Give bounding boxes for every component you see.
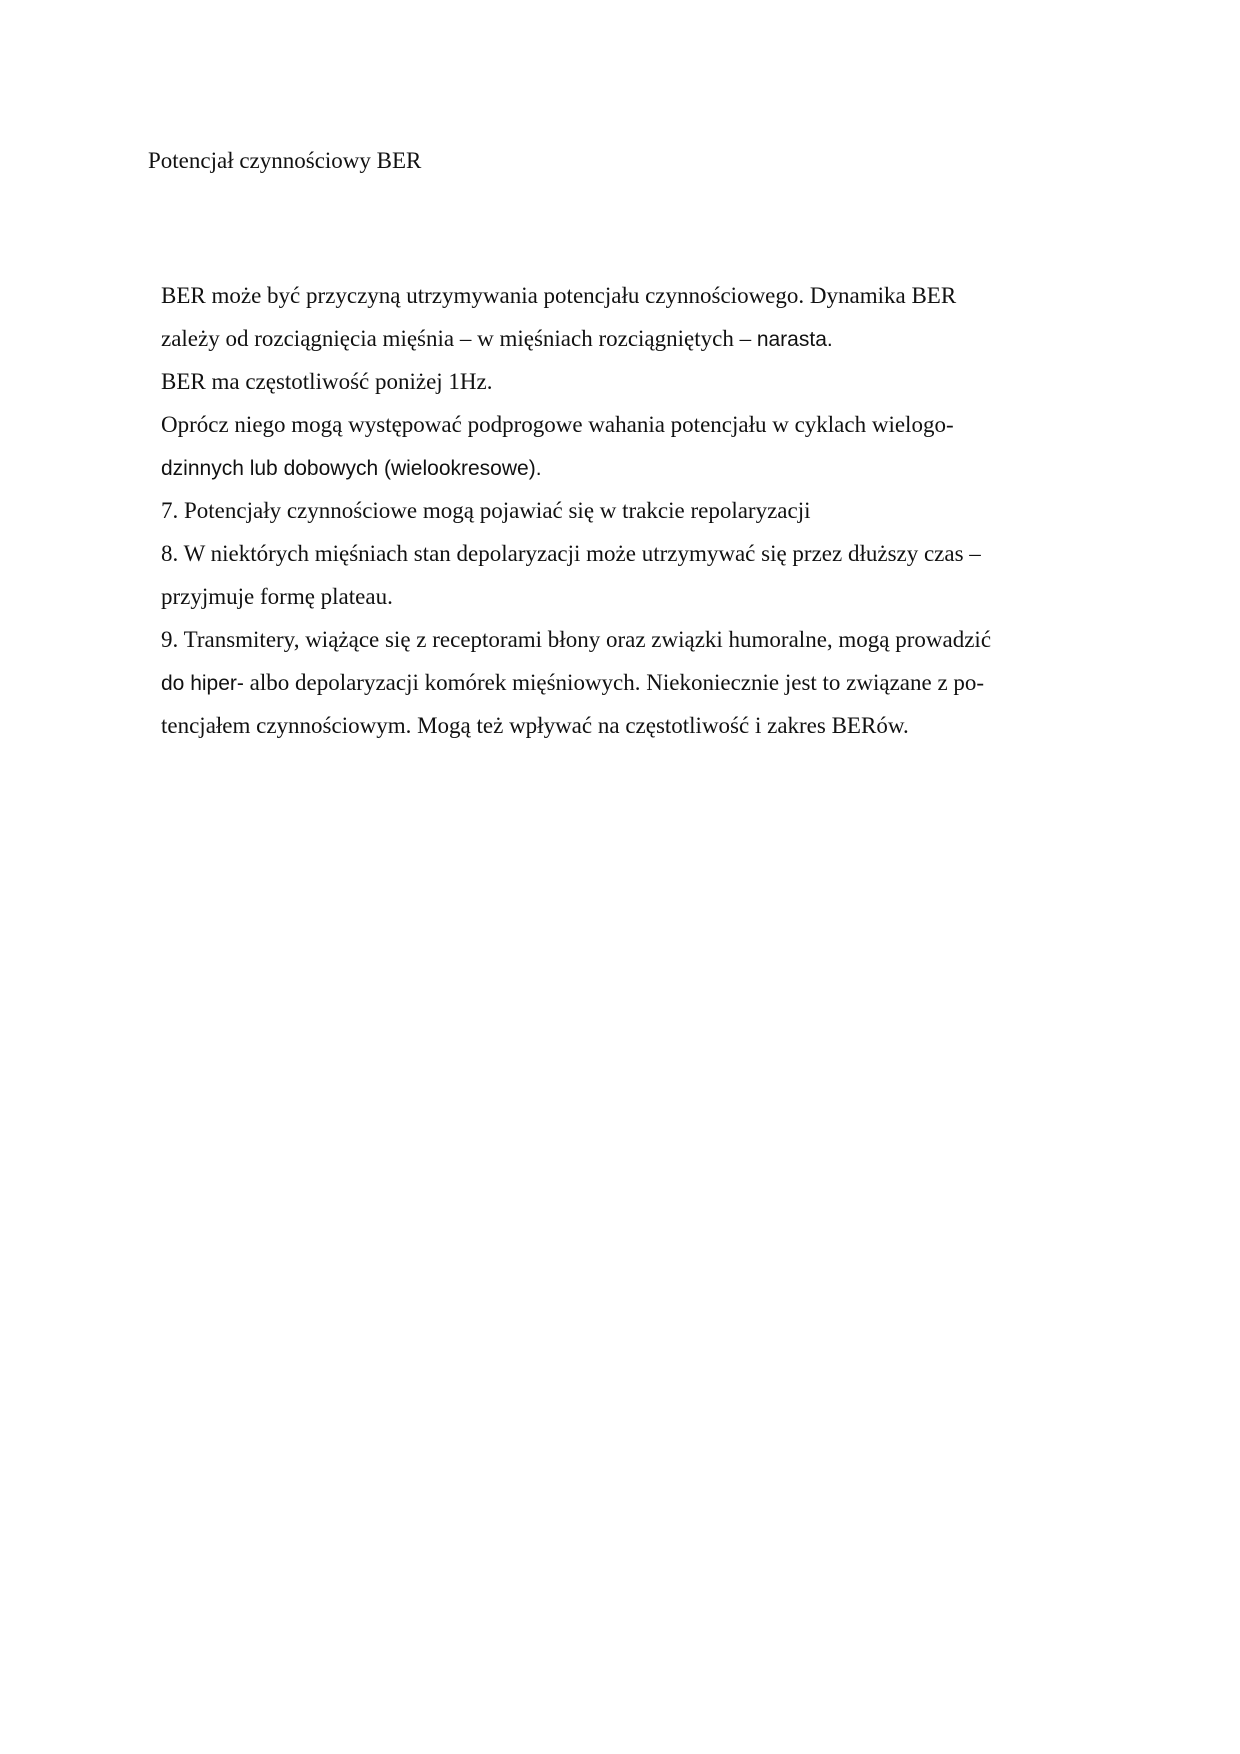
line-text: BER może być przyczyną utrzymywania potencjału czynnościowego. Dynamika BER — [161, 283, 957, 308]
line-text-sans: dzinnych lub dobowych (wielookresowe). — [161, 457, 542, 480]
text-line-9 — [161, 618, 1081, 661]
text-line-5 — [161, 446, 1081, 489]
line-text-sans: do hiper- — [161, 672, 244, 695]
line-text: BER ma częstotliwość poniżej 1Hz. — [161, 369, 493, 394]
text-line-3 — [161, 360, 1081, 403]
line-text: albo depolaryzacji komórek mięśniowych. Niekoniecznie jest to związane z po- — [243, 670, 985, 695]
text-line-11 — [161, 704, 1081, 747]
line-text: zależy od rozciągnięcia mięśnia – w mięśniach rozciągniętych – — [161, 326, 757, 351]
text-line-6 — [161, 489, 1081, 532]
line-text: tencjałem czynnościowym. Mogą też wpływać na częstotliwość i zakres BERów. — [161, 713, 909, 738]
text-line-10 — [161, 661, 1081, 704]
line-text: Oprócz niego mogą występować podprogowe wahania potencjału w cyklach wielogo- — [161, 412, 954, 437]
line-text: 9. Transmitery, wiążące się z receptorami błony oraz związki humoralne, mogą prowadzić — [161, 627, 992, 652]
text-line-4 — [161, 403, 1081, 446]
document-body — [161, 274, 1081, 747]
line-text-sans: narasta. — [756, 328, 833, 351]
line-text: 8. W niektórych mięśniach stan depolaryzacji może utrzymywać się przez dłuższy czas – — [161, 541, 981, 566]
text-line-1 — [161, 274, 1081, 317]
line-text: 7. Potencjały czynnościowe mogą pojawiać się w trakcie repolaryzacji — [161, 498, 811, 523]
document-title: Potencjał czynnościowy BER — [148, 148, 422, 173]
text-line-2 — [161, 317, 1081, 360]
line-text: przyjmuje formę plateau. — [161, 584, 393, 609]
text-line-7 — [161, 532, 1081, 575]
text-line-8 — [161, 575, 1081, 618]
